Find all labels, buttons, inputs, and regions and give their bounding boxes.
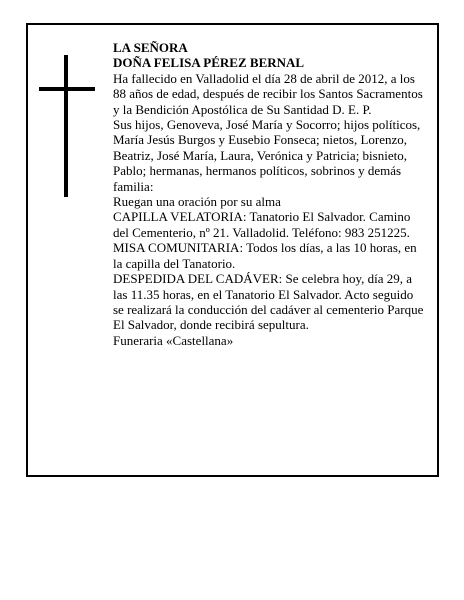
- chapel-info: CAPILLA VELATORIA: Tanatorio El Salvador. Camino del Cementerio, nº 21. Valladolid. Teléfono: 983 251225.: [113, 209, 411, 240]
- prayer-request: Ruegan una oración por su alma: [113, 194, 281, 210]
- obituary-text: [113, 40, 425, 348]
- family-list: Sus hijos, Genoveva, José María y Socorro; hijos políticos, María Jesús Burgos y Eusebio Fonseca; nietos, Lorenzo, Beatriz, José María, Laura, Verónica y Patricia; bisnieto, Pablo; hermanas, hermanos políticos, sobrinos y demás familia:: [113, 117, 421, 194]
- death-announcement: Ha fallecido en Valladolid el día 28 de abril de 2012, a los 88 años de edad, después de recibir los Santos Sacramentos y la Bendición Apostólica de Su Santidad D. E. P.: [113, 70, 423, 117]
- deceased-name: DOÑA FELISA PÉREZ BERNAL: [113, 55, 305, 71]
- obituary-heading: LA SEÑORA: [113, 40, 188, 55]
- cross-vertical-bar: [64, 55, 68, 197]
- funeral-home: Funeraria «Castellana»: [113, 332, 234, 348]
- farewell-info: DESPEDIDA DEL CADÁVER: Se celebra hoy, día 29, a las 11.35 horas, en el Tanatorio El Salvador. Acto seguido se realizará la conducción del cadáver al cementerio Parque El Salvador, donde recibirá sepultura.: [113, 271, 424, 333]
- mass-info: MISA COMUNITARIA: Todos los días, a las 10 horas, en la capilla del Tanatorio.: [113, 240, 417, 271]
- cross-horizontal-bar: [39, 87, 95, 91]
